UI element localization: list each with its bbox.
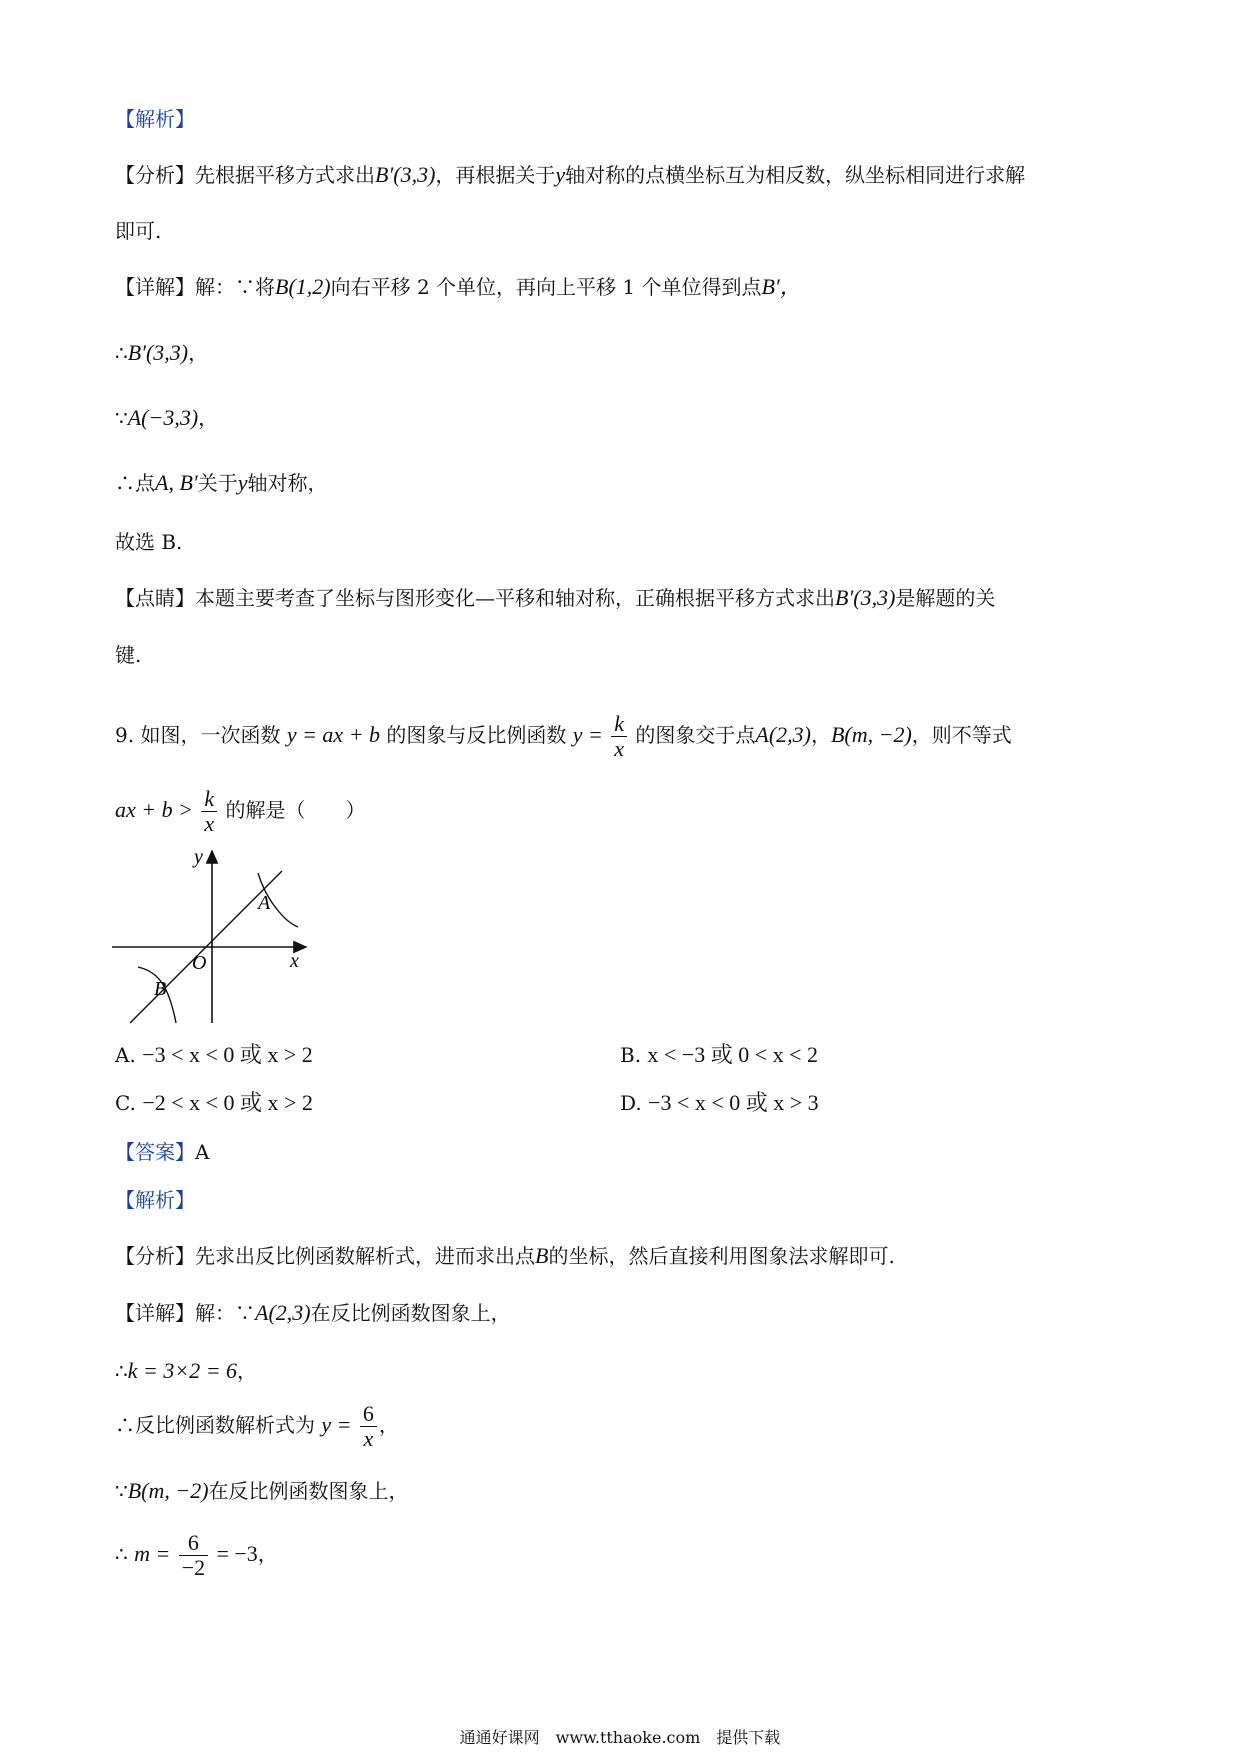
question-9-stem: 9. 如图，一次函数 y = ax + b 的图象与反比例函数 y = $\frac{k}{x}$ 的图象交于点A(2,3)，B(m, −2)，则不等式 (115, 711, 1012, 761)
detail-step-4: ∴点A, B′关于y轴对称， (115, 470, 328, 495)
key-point-paragraph: 【点睛】本题主要考查了坐标与图形变化—平移和轴对称，正确根据平移方式求出B′(3,3)是解题的关 (115, 585, 996, 610)
function-graph (110, 845, 310, 1025)
detail-step-2: ∴B′(3,3)， (115, 340, 209, 365)
detail-step-2-1: 【详解】解：∵A(2,3)在反比例函数图象上， (115, 1300, 511, 1325)
fraction-6-over-x: $\frac{6}{x}$ (360, 1402, 377, 1451)
analysis-paragraph-end: 即可. (115, 219, 162, 243)
analysis-paragraph-2: 【分析】先求出反比例函数解析式，进而求出点B的坐标，然后直接利用图象法求解即可. (115, 1243, 895, 1268)
option-c[interactable]: C. −2 < x < 0 或 x > 2 (115, 1090, 313, 1115)
option-b[interactable]: B. x < −3 或 0 < x < 2 (620, 1042, 819, 1067)
detail-step-2-3: ∴反比例函数解析式为 y = $\frac{6}{x}$ ， (115, 1401, 399, 1451)
analysis-paragraph: 【分析】先根据平移方式求出B′(3,3)，再根据关于y轴对称的点横坐标互为相反数，纵坐标相同进行求解 (115, 162, 1026, 187)
option-a[interactable]: A. −3 < x < 0 或 x > 2 (115, 1042, 313, 1067)
jiexi-heading-2: 【解析】 (115, 1188, 195, 1212)
jiexi-heading: 【解析】 (115, 107, 195, 131)
option-d[interactable]: D. −3 < x < 0 或 x > 3 (620, 1090, 819, 1115)
page-footer: 通通好课网 www.tthaoke.com 提供下载 (459, 1728, 781, 1747)
key-point-paragraph-end: 键. (115, 643, 142, 667)
label-y: y (194, 846, 203, 868)
detail-step-2-4: ∵B(m, −2)在反比例函数图象上， (115, 1478, 409, 1503)
label-O: O (192, 952, 207, 974)
detail-step-2-2: ∴k = 3×2 = 6， (115, 1358, 258, 1383)
question-9-inequality: ax + b > $\frac{k}{x}$ 的解是（ ） (115, 786, 366, 836)
detail-step-2-5: ∴ m = $\frac{6}{-2}$ = −3， (115, 1530, 278, 1580)
answer-line: 【答案】A (115, 1140, 210, 1164)
detail-step-3: ∵A(−3,3)， (115, 405, 219, 430)
fraction-6-over-neg2: $\frac{6}{-2}$ (179, 1531, 208, 1580)
fraction-k-over-x-2: $\frac{k}{x}$ (201, 787, 217, 836)
label-B: B (154, 978, 167, 1000)
label-x: x (290, 950, 299, 972)
fraction-k-over-x: $\frac{k}{x}$ (611, 712, 627, 761)
detail-step-1: 【详解】解：∵将B(1,2)向右平移 2 个单位，再向上平移 1 个单位得到点B′， (115, 274, 802, 299)
label-A: A (258, 892, 271, 914)
detail-step-5: 故选 B. (115, 530, 183, 554)
